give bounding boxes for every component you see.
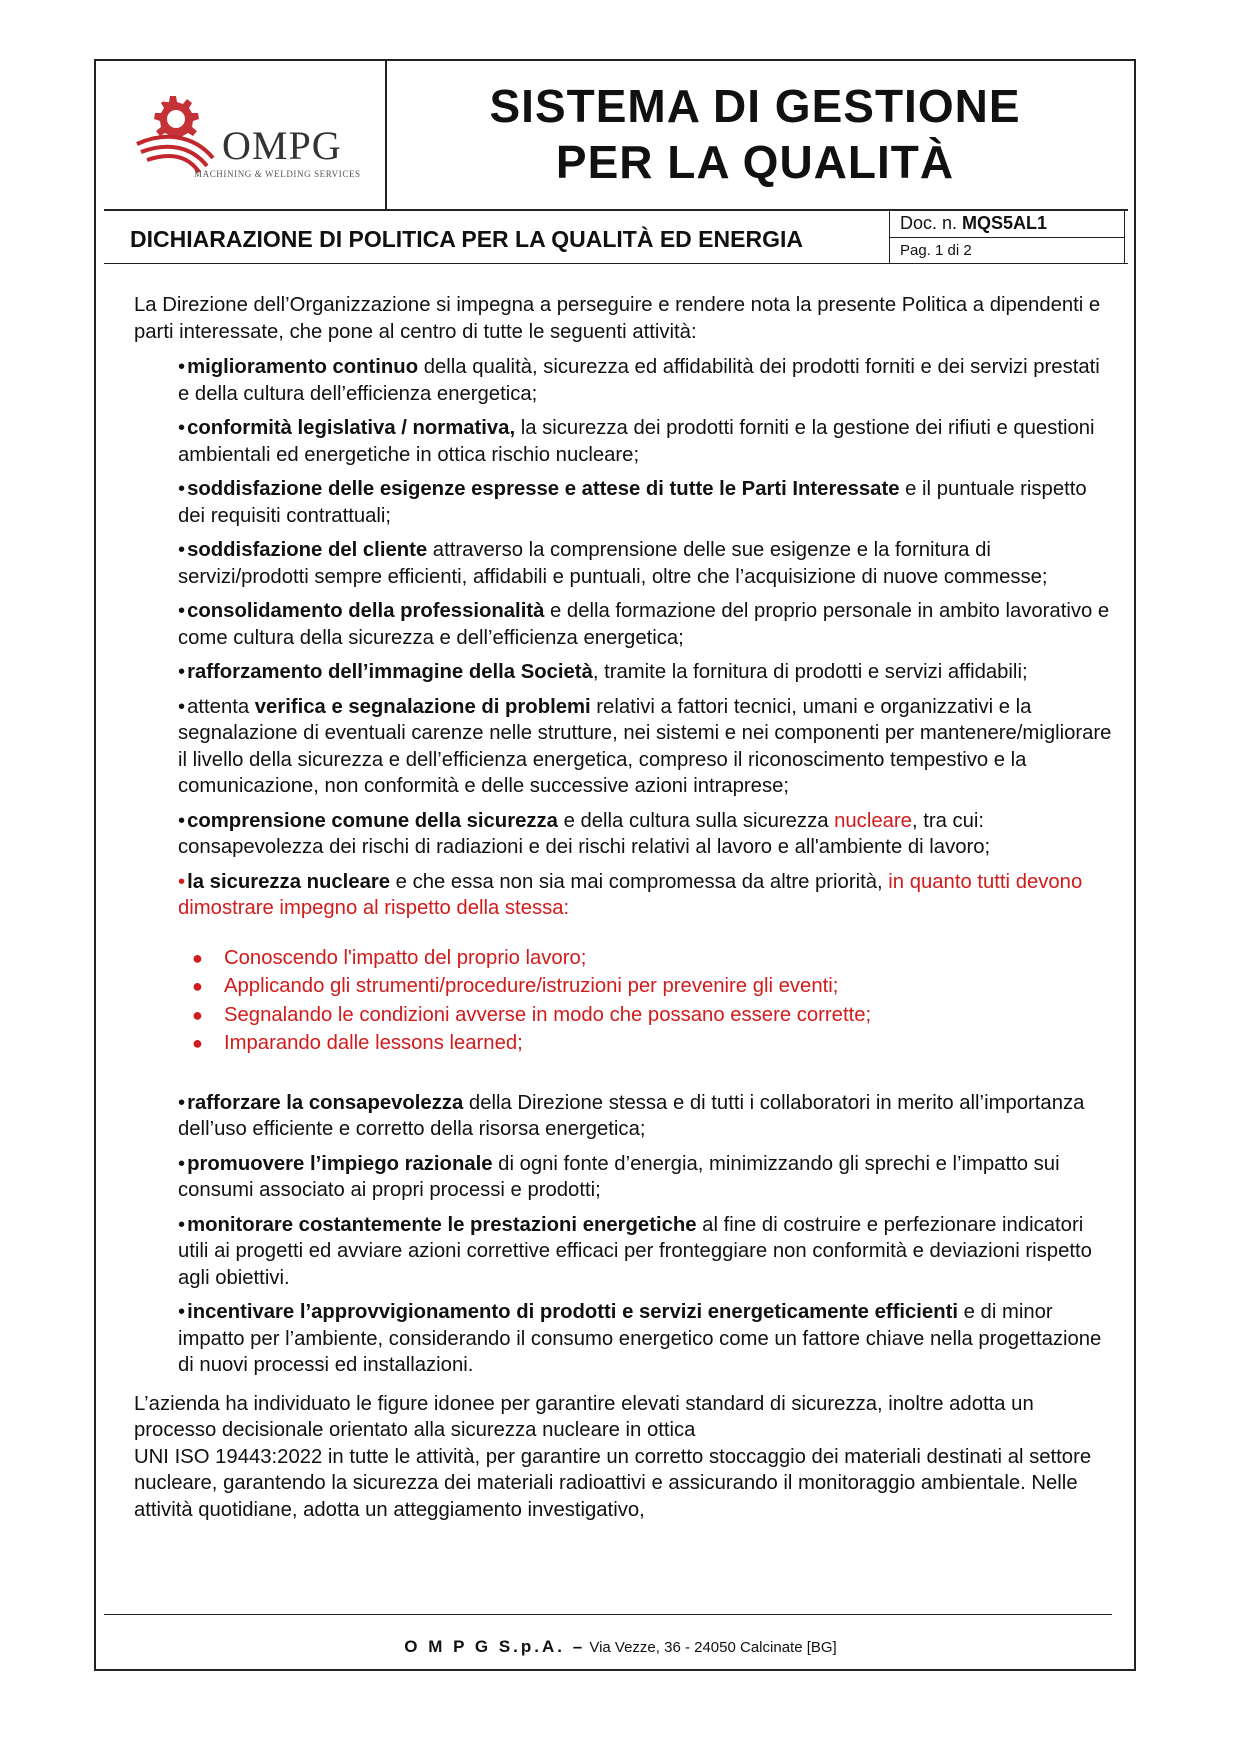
document-title: DICHIARAZIONE DI POLITICA PER LA QUALITÀ ED ENERGIA (130, 226, 803, 252)
doc-number-value: MQS5AL1 (962, 213, 1048, 233)
sub-list-item: ● Applicando gli strumenti/procedure/istruzioni per prevenire gli eventi; (192, 975, 839, 997)
closing-paragraph (134, 1391, 1114, 1524)
page-footer (0, 1637, 1241, 1657)
doc-number-row (890, 209, 1124, 238)
list-item: •conformità legislativa / normativa, la sicurezza dei prodotti forniti e la gestione dei rifiuti e questioni ambientali ed energetiche in ottica rischio nucleare; (178, 417, 1095, 466)
sub-list-item: ● Segnalando le condizioni avverse in modo che possano essere corrette; (192, 1003, 872, 1026)
list-item: •incentivare l’approvvigionamento di prodotti e servizi energeticamente efficienti e di minor impatto per l’ambiente, considerando il consumo energetico come un fattore chiave nella progettazione di nuovi processi ed installazioni. (178, 1301, 1102, 1376)
page-title (390, 78, 1120, 190)
list-item: •rafforzare la consapevolezza della Direzione stessa e di tutti i collaboratori in merito all’importanza dell’uso efficiente e corretto della risorsa energetica; (178, 1091, 1085, 1140)
closing-line-1: L’azienda ha individuato le figure idonee per garantire elevati standard di sicurezza, inoltre adotta un processo decisionale orientato alla sicurezza nucleare in ottica (134, 1392, 1034, 1441)
list-item: •miglioramento continuo della qualità, sicurezza ed affidabilità dei prodotti forniti e dei servizi prestati e della cultura dell’efficienza energetica; (178, 356, 1100, 405)
footer-divider (104, 1614, 1112, 1615)
list-item: •monitorare costantemente le prestazioni energetiche al fine di costruire e perfezionare indicatori utili ai progetti ed avviare azioni correttive efficaci per fronteggiare non conformità e deviazioni rispetto agli obiettivi. (178, 1213, 1092, 1289)
doc-number-label: Doc. n. (900, 213, 958, 233)
page-number: Pag. 1 di 2 (900, 242, 972, 259)
sub-list-item: ● Imparando dalle lessons learned; (192, 1032, 523, 1054)
footer-company: O M P G S.p.A. – (404, 1637, 586, 1656)
sub-list-item: ● Conoscendo l'impatto del proprio lavoro; (192, 946, 587, 969)
logo-wordmark: OMPG (222, 123, 342, 168)
list-item: •soddisfazione del cliente attraverso la comprensione delle sue esigenze e la fornitura di servizi/prodotti sempre efficienti, affidabili e puntuali, oltre che l’acquisizione di nuove commesse; (178, 539, 1048, 588)
footer-address: Via Vezze, 36 - 24050 Calcinate [BG] (585, 1639, 837, 1656)
nuclear-sub-list (192, 944, 1114, 1058)
header-divider-vertical (385, 59, 387, 210)
list-item-nuclear-safety: •la sicurezza nucleare e che essa non sia mai compromessa da altre priorità, in quanto tutti devono dimostrare impegno al rispetto della stessa: (178, 870, 1083, 919)
logo-tagline: MACHINING & WELDING SERVICES (194, 169, 361, 179)
intro-paragraph: La Direzione dell’Organizzazione si impegna a perseguire e rendere nota la presente Politica a dipendenti e parti interessate, che pone al centro di tutte le seguenti attività: (134, 294, 1101, 343)
list-item-safety-culture: •comprensione comune della sicurezza e della cultura sulla sicurezza nucleare, tra cui: consapevolezza dei rischi di radiazioni e dei rischi relativi al lavoro e all'ambiente di lavoro; (178, 809, 991, 858)
title-line-2: PER LA QUALITÀ (555, 136, 955, 188)
title-line-1: SISTEMA DI GESTIONE (489, 80, 1021, 132)
document-info-box (889, 209, 1125, 263)
list-item: •promuovere l’impiego razionale di ogni fonte d’energia, minimizzando gli sprechi e l’impatto sui consumi associato ai propri processi e prodotti; (178, 1152, 1060, 1201)
list-item: •rafforzamento dell’immagine della Società, tramite la fornitura di prodotti e servizi affidabili; (178, 661, 1028, 683)
list-item: •attenta verifica e segnalazione di problemi relativi a fattori tecnici, umani e organizzativi e la segnalazione di eventuali carenze nelle strutture, nei sistemi e nei componenti per mantenere/migliorare il livello della sicurezza e dell’efficienza energetica, compreso il riconoscimento tempestivo e la comunicazione, non conformità e delle successive azioni intraprese; (178, 695, 1112, 797)
list-item: •consolidamento della professionalità e della formazione del proprio personale in ambito lavorativo e come cultura della sicurezza e dell’efficienza energetica; (178, 600, 1110, 649)
subheader-divider (104, 263, 1128, 264)
list-item: •soddisfazione delle esigenze espresse e attese di tutte le Parti Interessate e il puntuale rispetto dei requisiti contrattuali; (178, 478, 1087, 527)
company-logo (135, 96, 375, 186)
policy-body (134, 292, 1114, 1523)
closing-line-2: UNI ISO 19443:2022 in tutte le attività, per garantire un corretto stoccaggio dei materiali destinati al settore nucleare, garantendo la sicurezza dei materiali radioattivi e assicurando il monitoraggio ambientale. Nelle attività quotidiane, adotta un atteggiamento investigativo, (134, 1445, 1092, 1521)
